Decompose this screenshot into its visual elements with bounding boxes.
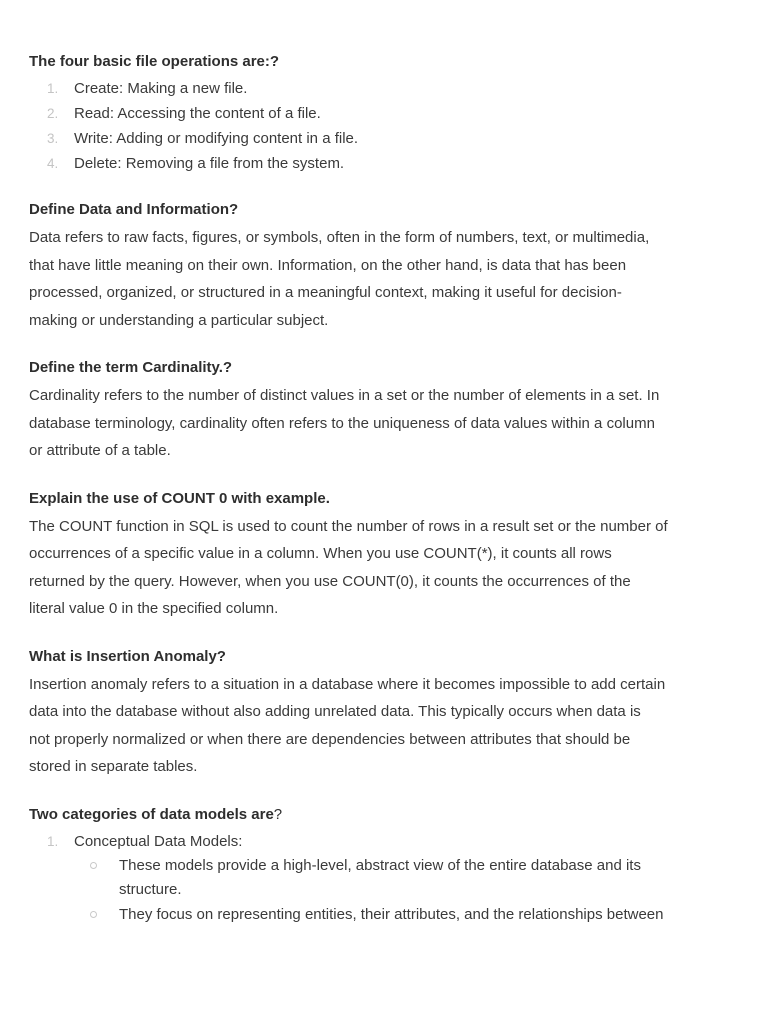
heading-tail-text: ? — [273, 805, 283, 823]
list-item — [29, 829, 741, 854]
conceptual-models-sublist — [29, 854, 741, 928]
paragraph-line: Cardinality refers to the number of distinct values in a set or the number of elements in a set. In — [29, 387, 660, 404]
paragraph-line: database terminology, cardinality often refers to the uniqueness of data values within a column — [29, 414, 655, 432]
paragraph-line: returned by the query. However, when you use COUNT(0), it counts the occurrences of the — [29, 572, 631, 590]
list-marker: 1. — [47, 833, 59, 849]
paragraph-line: Insertion anomaly refers to a situation in a database where it becomes impossible to add certain — [29, 675, 666, 693]
paragraph-count — [29, 513, 741, 623]
paragraph-line: or attribute of a table. — [29, 442, 171, 459]
heading-bold-text: Two categories of data models are — [29, 805, 274, 823]
paragraph-line: making or understanding a particular subject. — [29, 311, 329, 329]
list-item — [29, 151, 741, 176]
list-item — [29, 76, 741, 101]
hollow-bullet-icon — [90, 911, 97, 918]
sub-list-line: structure. — [119, 881, 182, 898]
heading-count: Explain the use of COUNT 0 with example. — [29, 489, 330, 507]
sub-list-item — [29, 903, 741, 928]
paragraph-line: not properly normalized or when there are dependencies between attributes that should be — [29, 730, 631, 748]
heading-data-models — [29, 803, 741, 827]
heading-data-information: Define Data and Information? — [29, 201, 239, 218]
list-item-text: Conceptual Data Models: — [74, 832, 243, 850]
paragraph-line: The COUNT function in SQL is used to count the number of rows in a result set or the number of — [29, 517, 668, 535]
list-item-text: Create: Making a new file. — [74, 80, 248, 97]
list-marker: 4. — [47, 156, 59, 171]
document-body — [29, 50, 741, 927]
list-item — [29, 101, 741, 126]
list-item-text: Write: Adding or modifying content in a file. — [74, 130, 359, 147]
paragraph-cardinality — [29, 382, 741, 465]
hollow-bullet-icon — [90, 862, 97, 869]
paragraph-line: Data refers to raw facts, figures, or symbols, often in the form of numbers, text, or multimedia, — [29, 229, 650, 246]
paragraph-line: occurrences of a specific value in a column. When you use COUNT(*), it counts all rows — [29, 545, 612, 562]
list-item — [29, 126, 741, 151]
file-operations-list — [29, 76, 741, 176]
heading-insertion-anomaly: What is Insertion Anomaly? — [29, 647, 226, 665]
list-marker: 2. — [47, 106, 59, 121]
paragraph-line: stored in separate tables. — [29, 758, 198, 775]
list-item-text: Delete: Removing a file from the system. — [74, 155, 345, 172]
paragraph-line: that have little meaning on their own. Information, on the other hand, is data that has been — [29, 256, 627, 274]
list-marker: 3. — [47, 131, 59, 146]
heading-file-operations: The four basic file operations are:? — [29, 53, 280, 70]
paragraph-line: processed, organized, or structured in a meaningful context, making it useful for decision- — [29, 284, 622, 301]
list-marker: 1. — [47, 81, 59, 96]
paragraph-line: data into the database without also adding unrelated data. This typically occurs when data is — [29, 703, 641, 720]
paragraph-data-information — [29, 224, 741, 334]
heading-cardinality: Define the term Cardinality.? — [29, 359, 233, 376]
list-item-text: Read: Accessing the content of a file. — [74, 105, 321, 122]
sub-list-item — [29, 854, 741, 903]
paragraph-line: literal value 0 in the specified column. — [29, 600, 279, 617]
data-models-list — [29, 829, 741, 854]
sub-list-line: These models provide a high-level, abstract view of the entire database and its — [119, 856, 641, 874]
sub-list-line: They focus on representing entities, their attributes, and the relationships between — [119, 905, 664, 923]
paragraph-insertion-anomaly — [29, 671, 741, 781]
